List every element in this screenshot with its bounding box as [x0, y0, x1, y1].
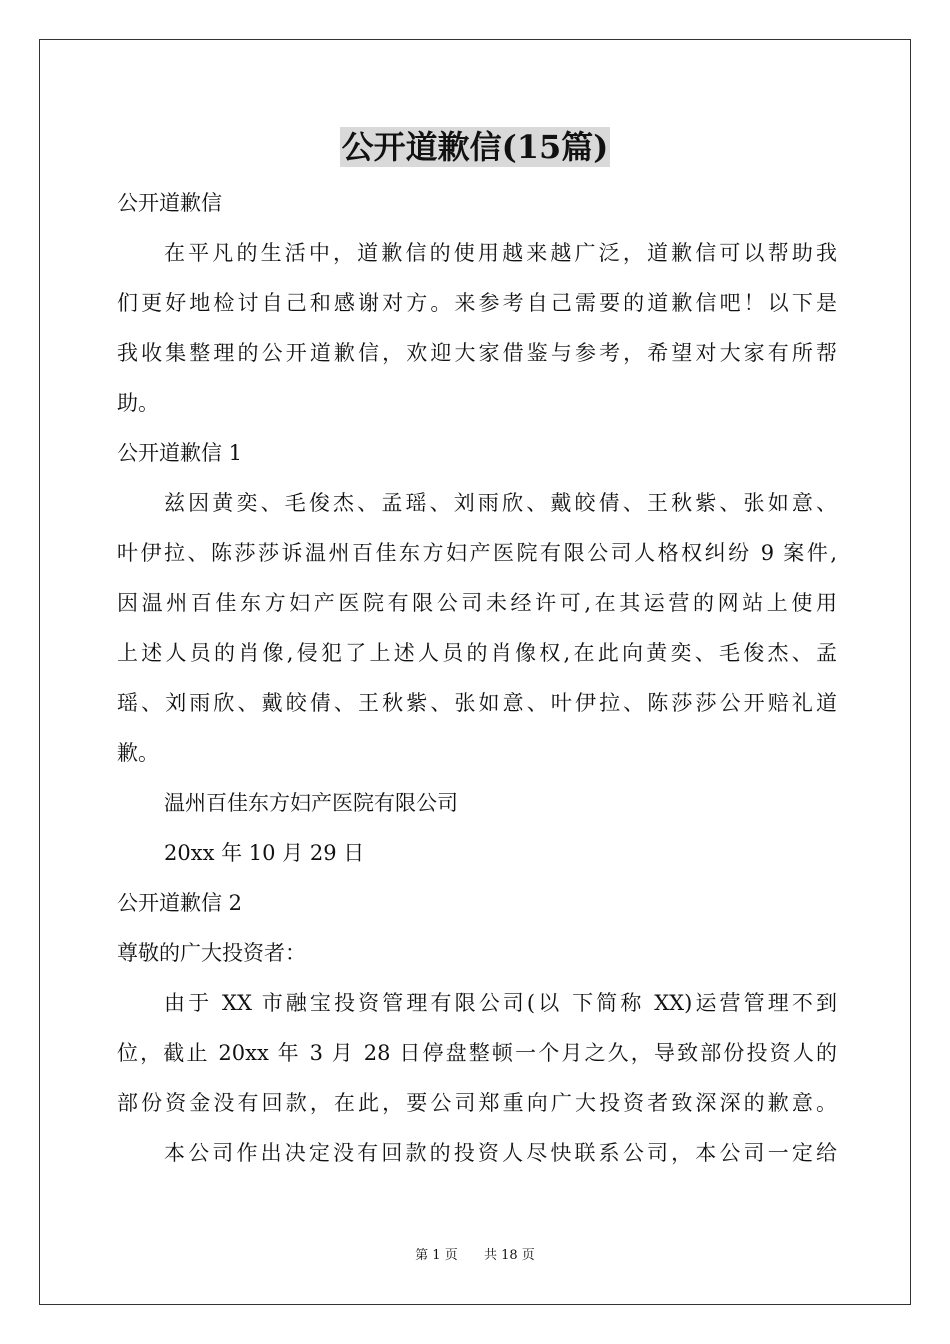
page-footer [0, 1247, 950, 1265]
text-line: 部份资金没有回款，在此，要公司郑重向广大投资者致深深的歉意。 [117, 1091, 837, 1115]
text-line: 歉。 [117, 741, 159, 765]
document-body [117, 178, 837, 1178]
page-total: 共 18 页 [484, 1248, 535, 1263]
text-line: 因温州百佳东方妇产医院有限公司未经许可,在其运营的网站上使用 [117, 591, 837, 615]
text-line: 们更好地检讨自己和感谢对方。来参考自己需要的道歉信吧！以下是 [117, 291, 837, 315]
document-title: 公开道歉信(15篇) [341, 128, 609, 166]
title-container [0, 127, 950, 167]
text-line: 叶伊拉、陈莎莎诉温州百佳东方妇产医院有限公司人格权纠纷 9 案件, [117, 541, 837, 565]
text-line: 我收集整理的公开道歉信，欢迎大家借鉴与参考，希望对大家有所帮 [117, 341, 837, 365]
text-line: 尊敬的广大投资者： [117, 941, 306, 965]
text-line: 温州百佳东方妇产医院有限公司 [164, 791, 458, 815]
text-line: 在平凡的生活中，道歉信的使用越来越广泛，道歉信可以帮助我 [164, 241, 837, 265]
text-line: 公开道歉信 1 [117, 441, 243, 465]
text-line: 位，截止 20xx 年 3 月 28 日停盘整顿一个月之久，导致部份投资人的 [117, 1041, 837, 1065]
page-number: 第 1 页 [415, 1248, 458, 1263]
text-line: 公开道歉信 2 [117, 891, 243, 915]
text-line: 20xx 年 10 月 29 日 [164, 841, 365, 865]
text-line: 兹因黄奕、毛俊杰、孟瑶、刘雨欣、戴皎倩、王秋紫、张如意、 [164, 491, 837, 515]
text-line: 助。 [117, 391, 159, 415]
text-line: 上述人员的肖像,侵犯了上述人员的肖像权,在此向黄奕、毛俊杰、孟 [117, 641, 837, 665]
text-line: 公开道歉信 [117, 191, 222, 215]
text-line: 瑶、刘雨欣、戴皎倩、王秋紫、张如意、叶伊拉、陈莎莎公开赔礼道 [117, 691, 837, 715]
text-line: 本公司作出决定没有回款的投资人尽快联系公司，本公司一定给 [164, 1141, 837, 1165]
text-line: 由于 XX 市融宝投资管理有限公司(以 下简称 XX)运营管理不到 [164, 991, 837, 1015]
